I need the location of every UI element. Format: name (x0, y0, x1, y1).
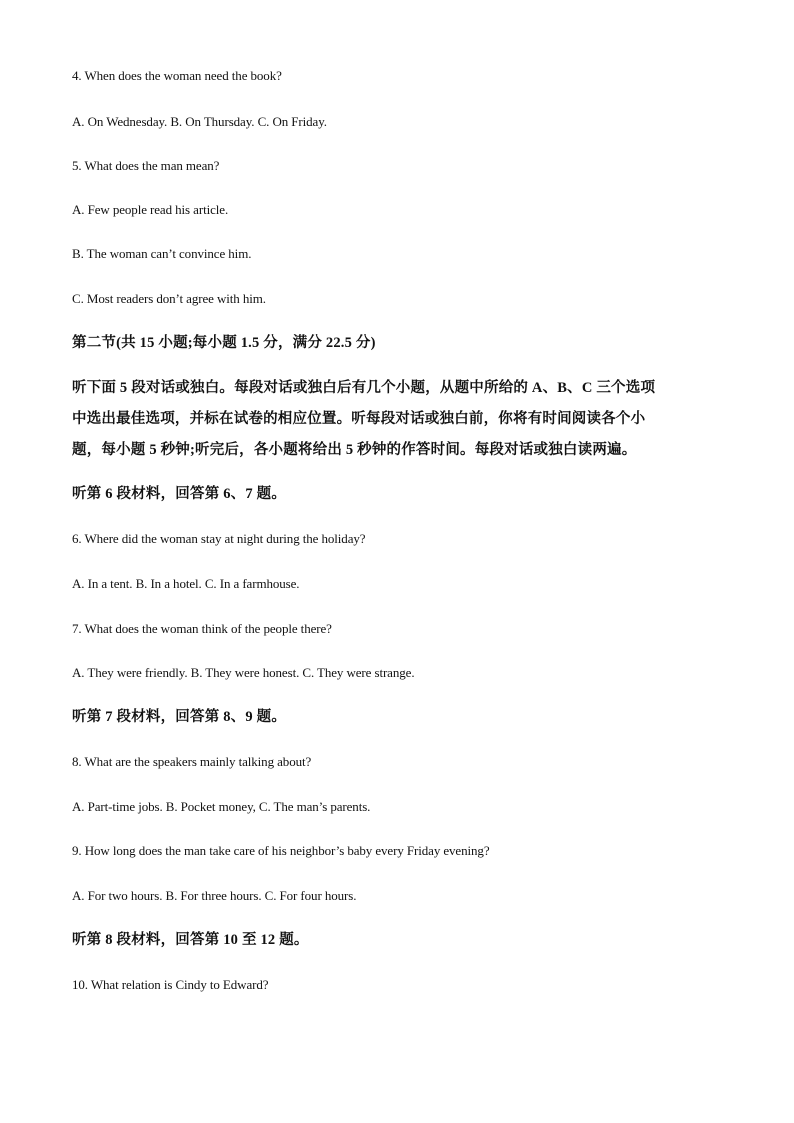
question-4-options: A. On Wednesday. B. On Thursday. C. On Friday. (72, 114, 327, 129)
question-6-options: A. In a tent. B. In a hotel. C. In a farmhouse. (72, 576, 300, 591)
question-5: 5. What does the man mean? (72, 158, 220, 173)
question-9-options: A. For two hours. B. For three hours. C. For four hours. (72, 888, 357, 903)
question-10: 10. What relation is Cindy to Edward? (72, 977, 269, 992)
section-two-heading: 第二节(共 15 小题;每小题 1.5 分，满分 22.5 分) (72, 335, 376, 351)
material-6-heading: 听第 6 段材料，回答第 6、7 题。 (72, 486, 287, 502)
instructions-line-1: 听下面 5 段对话或独白。每段对话或独白后有几个小题，从题中所给的 A、B、C 三个选项 (72, 380, 656, 396)
section-two-instructions (72, 373, 732, 466)
question-5-option-c: C. Most readers don’t agree with him. (72, 291, 266, 306)
instructions-line-2: 中选出最佳选项，并标在试卷的相应位置。听每段对话或独白前，你将有时间阅读各个小 (72, 411, 646, 427)
material-7-heading: 听第 7 段材料，回答第 8、9 题。 (72, 709, 287, 725)
instructions-line-3: 题，每小题 5 秒钟;听完后，各小题将给出 5 秒钟的作答时间。每段对话或独白读两遍。 (72, 442, 637, 458)
question-6: 6. Where did the woman stay at night during the holiday? (72, 531, 366, 546)
question-4: 4. When does the woman need the book? (72, 68, 282, 83)
question-8: 8. What are the speakers mainly talking about? (72, 754, 312, 769)
material-8-heading: 听第 8 段材料，回答第 10 至 12 题。 (72, 932, 309, 948)
question-5-option-a: A. Few people read his article. (72, 202, 229, 217)
question-7: 7. What does the woman think of the people there? (72, 621, 332, 636)
question-5-option-b: B. The woman can’t convince him. (72, 246, 252, 261)
question-8-options: A. Part-time jobs. B. Pocket money, C. The man’s parents. (72, 799, 371, 814)
question-7-options: A. They were friendly. B. They were honest. C. They were strange. (72, 665, 415, 680)
question-9: 9. How long does the man take care of his neighbor’s baby every Friday evening? (72, 843, 490, 858)
